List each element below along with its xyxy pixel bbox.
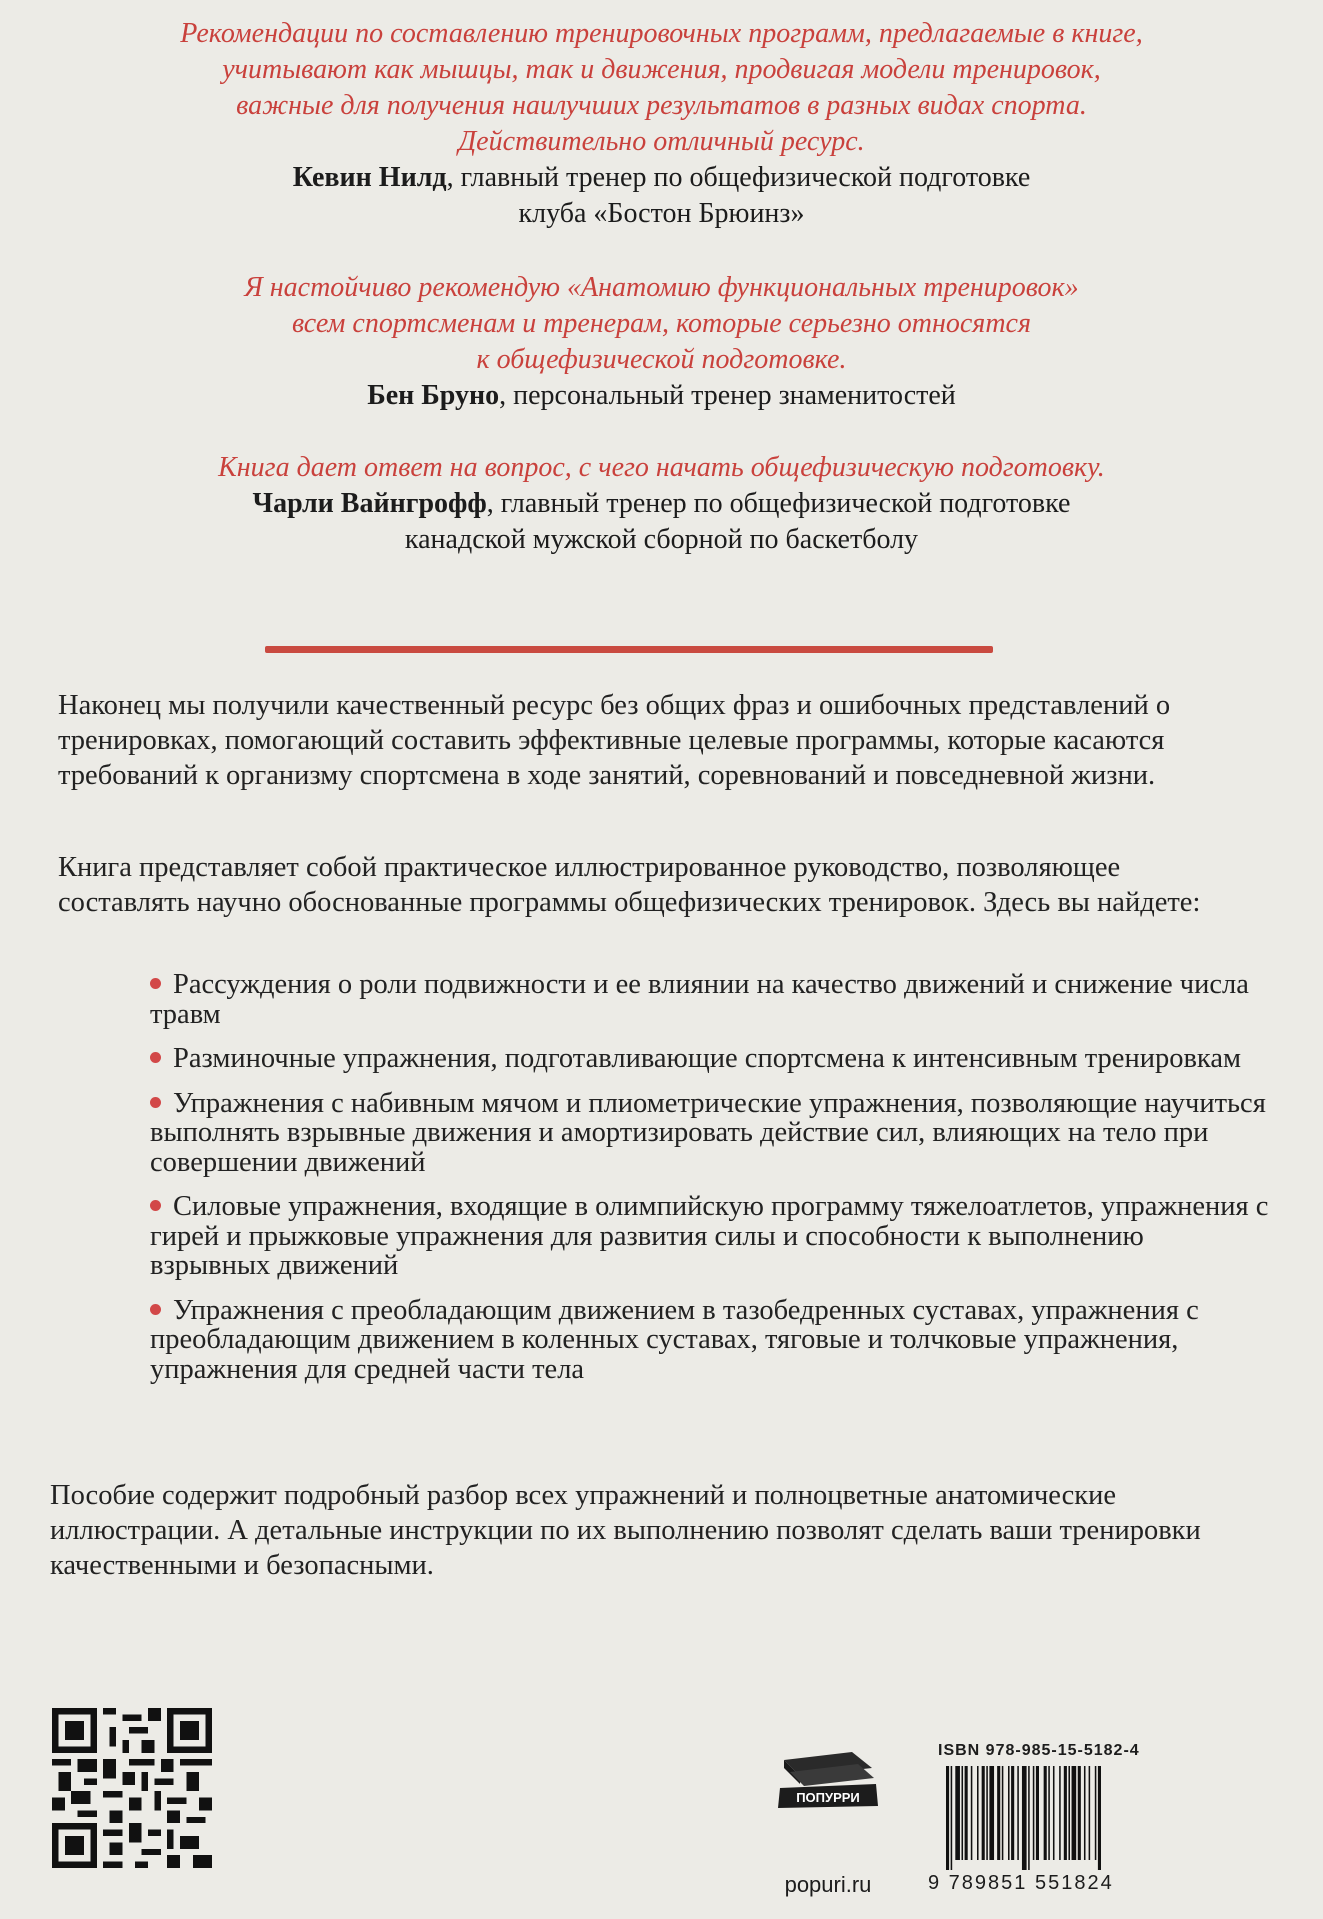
barcode-bar — [1044, 1766, 1047, 1860]
barcode-bar — [1008, 1766, 1010, 1860]
feature-list — [150, 970, 1270, 1399]
list-item — [150, 970, 1270, 1029]
quote-line: всем спортсменам и тренерам, которые серьезно относятся — [291, 308, 1031, 339]
body-paragraph-3: Пособие содержит подробный разбор всех упражнений и полноцветные анатомические иллюстрации. А детальные инструкции по их выполнению позволят сделать ваши тренировки качественными и безопасными. — [50, 1480, 1201, 1581]
review-quote-3 — [40, 450, 1283, 558]
barcode-bar — [1002, 1766, 1004, 1860]
barcode-bar — [1028, 1766, 1030, 1870]
publisher-logo-text: ПОПУРРИ — [796, 1790, 860, 1805]
quote-author — [40, 160, 1283, 232]
barcode-bar — [1072, 1766, 1077, 1860]
barcode-bar — [971, 1766, 973, 1860]
publisher-logo-icon — [770, 1750, 886, 1822]
list-item-text: Упражнения с преобладающим движением в тазобедренных суставах, упражнения с преобладающим движением в коленных суставах, тяговые и толчковые упражнения, упражнения для средней части тела — [150, 1294, 1199, 1385]
bullet-icon — [150, 1200, 161, 1211]
barcode-bar — [955, 1766, 960, 1860]
barcode-bar — [1098, 1766, 1101, 1870]
bullet-icon — [150, 1304, 161, 1315]
barcode-bar — [1095, 1766, 1097, 1860]
barcode-bar — [1068, 1766, 1070, 1860]
quote-text — [40, 270, 1283, 378]
quote-author — [40, 486, 1283, 558]
publisher-site[interactable]: popuri.ru — [784, 1872, 872, 1897]
list-item — [150, 1296, 1270, 1385]
barcode-bar — [1033, 1766, 1035, 1860]
body-paragraph-1: Наконец мы получили качественный ресурс без общих фраз и ошибочных представлений о тренировках, помогающий составить эффективные целевые программы, которые касаются требований к организму спортсмена в ходе занятий, соревнований и повседневной жизни. — [58, 690, 1171, 791]
barcode-bar — [989, 1766, 994, 1860]
author-role: , главный тренер по общефизической подготовке — [486, 488, 1071, 519]
isbn-label: ISBN 978-985-15-5182-4 — [938, 1742, 1140, 1759]
author-role: , главный тренер по общефизической подготовке — [446, 162, 1031, 193]
barcode-bar — [1078, 1766, 1081, 1860]
bullet-icon — [150, 1052, 161, 1063]
author-role: канадской мужской сборной по баскетболу — [404, 524, 919, 555]
barcode-icon — [946, 1766, 1144, 1870]
quote-text — [40, 450, 1283, 486]
barcode-bar — [1084, 1766, 1086, 1860]
barcode-bar — [1059, 1766, 1061, 1860]
list-item-text: Рассуждения о роли подвижности и ее влиянии на качество движений и снижение числа травм — [150, 969, 1249, 1030]
list-item-text: Разминочные упражнения, подготавливающие спортсмена к интенсивным тренировкам — [173, 1043, 1242, 1074]
bullet-icon — [150, 1097, 161, 1108]
section-divider — [265, 646, 993, 653]
barcode-bar — [1064, 1766, 1067, 1860]
author-name: Кевин Нилд — [292, 162, 447, 193]
barcode-bar — [1036, 1766, 1039, 1860]
list-item — [150, 1192, 1270, 1281]
barcode-bar — [1017, 1766, 1019, 1860]
list-item-text: Упражнения с набивным мячом и плиометрические упражнения, позволяющие научиться выполнять взрывные движения и амортизировать действие сил, влияющих на тело при совершении движений — [150, 1087, 1266, 1178]
list-item-text: Силовые упражнения, входящие в олимпийскую программу тяжелоатлетов, упражнения с гирей и прыжковые упражнения для развития силы и способности к выполнению взрывных движений — [150, 1191, 1269, 1281]
quote-text — [40, 16, 1283, 160]
barcode-bar — [997, 1766, 1000, 1860]
body-paragraph-2: Книга представляет собой практическое иллюстрированное руководство, позволяющее составлять научно обоснованные программы общефизических тренировок. Здесь вы найдете: — [58, 852, 1201, 918]
quote-line: Рекомендации по составлению тренировочных программ, предлагаемые в книге, — [180, 18, 1143, 49]
barcode-bar — [951, 1766, 953, 1870]
review-quote-1 — [40, 16, 1283, 232]
barcode-bar — [946, 1766, 949, 1870]
list-item — [150, 1089, 1270, 1178]
quote-line: Я настойчиво рекомендую «Анатомию функциональных тренировок» — [244, 272, 1079, 303]
quote-line: важные для получения наилучших результатов в разных видах спорта. — [236, 90, 1087, 121]
barcode-bar — [1022, 1766, 1027, 1870]
barcode-bar — [965, 1766, 968, 1860]
author-name: Чарли Вайнгрофф — [252, 488, 487, 519]
quote-author — [40, 378, 1283, 414]
barcode-bar — [1089, 1766, 1091, 1860]
barcode-bar — [982, 1766, 985, 1860]
barcode-bar — [1048, 1766, 1050, 1860]
barcode-bar — [986, 1766, 988, 1860]
barcode-bar — [1053, 1766, 1055, 1860]
quote-line: к общефизической подготовке. — [476, 344, 847, 375]
quote-line: учитывают как мышцы, так и движения, продвигая модели тренировок, — [222, 54, 1101, 85]
quote-line: Книга дает ответ на вопрос, с чего начать общефизическую подготовку. — [218, 452, 1105, 483]
review-quote-2 — [40, 270, 1283, 414]
quote-line: Действительно отличный ресурс. — [458, 126, 865, 157]
barcode-bar — [1011, 1766, 1014, 1860]
barcode-number: 9 789851 551824 — [928, 1872, 1114, 1894]
author-name: Бен Бруно — [367, 380, 500, 411]
author-role: , персональный тренер знаменитостей — [499, 380, 956, 411]
barcode-bar — [962, 1766, 964, 1860]
barcode-bar — [977, 1766, 979, 1860]
qr-code-icon[interactable] — [52, 1708, 212, 1868]
list-item — [150, 1044, 1270, 1074]
author-role: клуба «Бостон Брюинз» — [518, 198, 805, 229]
bullet-icon — [150, 978, 161, 989]
